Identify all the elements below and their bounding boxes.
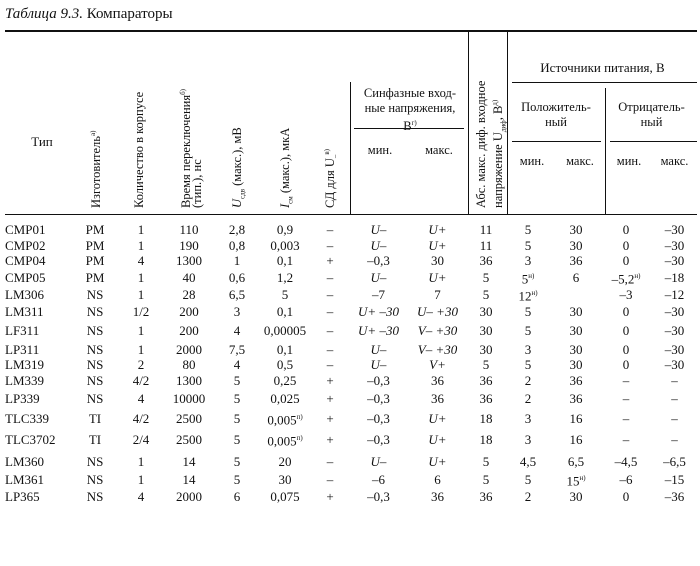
- cell-count: 4/2: [132, 411, 150, 427]
- cell-abs: 11: [479, 237, 493, 253]
- cell-pmin: 5: [524, 322, 532, 338]
- common-mode-left-line: [350, 82, 351, 214]
- cell-time: 40: [182, 269, 196, 285]
- supply-underline: [512, 82, 697, 83]
- header-type: Тип: [31, 134, 53, 149]
- header-offset-voltage: $U_{сдв}$ (макс.), мВ: [230, 127, 247, 208]
- cell-count: 1: [137, 237, 145, 253]
- cell-nmax: –6,5: [663, 453, 686, 469]
- table-row: [5, 388, 697, 410]
- cell-nmin: 0: [622, 253, 630, 268]
- header-common-mode: Синфазные вход- ные напряжения, $В^{г)}$: [363, 86, 457, 134]
- cell-maker: PM: [85, 253, 105, 268]
- cell-count: 1: [137, 222, 145, 237]
- cell-sd: –: [326, 237, 334, 253]
- cell-usm: 1: [233, 253, 241, 268]
- cell-ism: 30: [278, 472, 292, 488]
- cell-time: 110: [179, 222, 199, 237]
- cell-time: 200: [179, 304, 199, 320]
- cell-abs: 36: [479, 488, 493, 504]
- cell-count: 4: [137, 253, 145, 268]
- cell-abs: 30: [479, 322, 493, 338]
- cell-nmin: 0: [622, 488, 630, 504]
- cell-cmax: 36: [431, 391, 444, 407]
- cell-pmax: [552, 286, 600, 304]
- cell-abs: 36: [479, 391, 493, 407]
- cell-ism: $0,005^{п)}$: [267, 433, 303, 449]
- cell-cmax: V+: [429, 357, 446, 373]
- cell-cmax: V– +30: [417, 322, 458, 338]
- cell-abs: 5: [482, 269, 490, 285]
- header-abs-max: Абс. макс. диф. входное: [474, 80, 488, 208]
- cell-time: 200: [179, 322, 199, 338]
- cell-abs: 5: [482, 472, 490, 488]
- cell-nmax: –15: [664, 472, 685, 488]
- cell-nmax: –30: [664, 357, 685, 373]
- cell-pmax: 30: [569, 341, 583, 357]
- cell-ism: 0,1: [276, 304, 294, 320]
- cell-maker: NS: [86, 453, 104, 469]
- cell-cmin: –0,3: [367, 372, 390, 388]
- cell-time: 2500: [176, 432, 202, 448]
- cell-nmin: 0: [622, 237, 630, 253]
- cell-nmax: –: [671, 432, 678, 448]
- cell-type: LM319: [5, 357, 44, 373]
- cell-nmin: 0: [622, 322, 630, 338]
- cell-nmin: –6: [619, 472, 633, 488]
- cell-cmax: U+: [428, 432, 447, 448]
- cell-pmin: 2: [524, 391, 532, 407]
- header-positive: Положитель- ный: [521, 100, 591, 129]
- cell-cmin: U–: [370, 341, 387, 357]
- cell-count: 1/2: [132, 304, 150, 320]
- cell-time: 2000: [176, 488, 202, 504]
- footnote-mark: н): [634, 271, 641, 280]
- cell-cmax: 7: [434, 287, 441, 303]
- cell-usm: 5: [233, 472, 241, 488]
- footnote-mark: н): [531, 289, 538, 298]
- cell-nmin: –: [622, 411, 630, 427]
- cell-pmax: 30: [569, 222, 583, 237]
- cell-cmax: V– +30: [417, 341, 458, 357]
- common-mode-right-line: [468, 32, 469, 214]
- cell-nmax: –36: [664, 488, 685, 504]
- cell-pmax: 6: [572, 269, 580, 285]
- cell-pmin: 4,5: [519, 453, 537, 469]
- cell-cmin: U+ –30: [358, 322, 399, 338]
- cell-type: CMP04: [5, 253, 46, 268]
- table-row: [5, 428, 697, 452]
- header-supply: Источники питания, В: [540, 60, 665, 75]
- cell-nmax: –: [671, 391, 678, 407]
- header-pos-min: мин.: [519, 154, 545, 168]
- table-row: [5, 342, 697, 358]
- cell-time: 1300: [176, 372, 202, 388]
- cell-cmin: –0,3: [367, 391, 390, 407]
- cell-pmin: 3: [524, 432, 532, 448]
- cell-pmin: 5: [524, 237, 532, 253]
- cell-pmax: 16: [569, 411, 583, 427]
- cell-count: 1: [137, 453, 145, 469]
- cell-usm: 4: [233, 322, 241, 338]
- cell-nmin: –: [622, 432, 630, 448]
- cell-pmax: 30: [569, 237, 583, 253]
- cell-nmin: –: [622, 391, 630, 407]
- cell-nmax: –12: [664, 287, 685, 303]
- cell-nmax: –30: [664, 322, 685, 338]
- table-row: [5, 320, 697, 342]
- cell-ism: 0,25: [273, 372, 297, 388]
- cell-count: 4/2: [132, 372, 150, 388]
- header-time: Время переключения$^{б)}$: [179, 89, 194, 208]
- cell-nmax: –18: [664, 269, 685, 285]
- cell-nmax: –: [671, 372, 678, 388]
- cell-nmin: $-5,2^{н)}$: [611, 270, 641, 286]
- cell-usm: 7,5: [228, 341, 246, 357]
- cell-maker: NS: [86, 341, 104, 357]
- cell-sd: –: [326, 472, 334, 488]
- cell-cmin: –6: [372, 472, 385, 488]
- cell-maker: PM: [85, 269, 105, 285]
- cell-sd: –: [326, 322, 334, 338]
- cell-ism: 0,5: [276, 357, 294, 373]
- cell-count: 1: [137, 287, 145, 303]
- cell-cmin: U–: [370, 237, 387, 253]
- header-sd: СД для $U_-^{в)}$: [323, 148, 340, 208]
- cell-cmin: –0,3: [367, 432, 390, 448]
- cell-ism: 0,075: [270, 488, 300, 504]
- cell-sd: –: [326, 304, 334, 320]
- cell-cmin: –0,3: [367, 488, 390, 504]
- cell-pmax: 36: [569, 253, 583, 268]
- cell-pmin: 5: [524, 472, 532, 488]
- cell-type: LP339: [5, 391, 40, 407]
- cell-usm: 5: [233, 453, 241, 469]
- cell-usm: 5: [233, 391, 241, 407]
- cell-usm: 6: [233, 488, 241, 504]
- cell-abs: 5: [482, 357, 490, 373]
- cell-cmin: U–: [370, 453, 387, 469]
- table-row: [5, 286, 697, 304]
- cell-type: LP365: [5, 488, 40, 504]
- cell-cmin: U–: [370, 357, 387, 373]
- cell-usm: 3: [233, 304, 241, 320]
- cell-ism: 0,1: [276, 341, 294, 357]
- table-row: [5, 373, 697, 389]
- cell-cmin: –7: [372, 287, 385, 303]
- cell-usm: 6,5: [228, 287, 246, 303]
- header-bias-current: $I_{см}$ (макс.), мкА: [278, 127, 295, 208]
- table-caption: [5, 6, 173, 23]
- table-row: [5, 222, 697, 238]
- header-bottom-rule: [5, 214, 697, 215]
- cell-pmin: $5^{н)}$: [521, 270, 535, 286]
- header-pos-max: макс.: [566, 154, 594, 168]
- footnote-mark: п): [296, 434, 303, 443]
- cell-maker: NS: [86, 357, 104, 373]
- table-row: [5, 357, 697, 373]
- table-row: [5, 489, 697, 505]
- table-row: [5, 452, 697, 471]
- table-row: [5, 238, 697, 254]
- cell-sd: +: [326, 411, 334, 427]
- cell-type: LP311: [5, 341, 40, 357]
- positive-underline: [512, 141, 601, 142]
- cell-nmin: –3: [619, 287, 633, 303]
- cell-time: 10000: [172, 391, 206, 407]
- cell-type: TLC3702: [5, 432, 56, 448]
- cell-time: 2000: [176, 341, 202, 357]
- cell-usm: 4: [233, 357, 241, 373]
- cell-count: 1: [137, 472, 145, 488]
- cell-ism: 0,003: [270, 237, 300, 253]
- cell-usm: 5: [233, 432, 241, 448]
- cell-pmax: 30: [569, 357, 583, 373]
- cell-maker: PM: [85, 222, 105, 237]
- header-abs-max-2: напряжение $U_{диф}$, $В^{д)}$: [491, 99, 508, 208]
- negative-underline: [610, 141, 697, 142]
- cell-sd: +: [326, 372, 334, 388]
- cell-cmax: U+: [428, 237, 447, 253]
- cell-nmin: 0: [622, 304, 630, 320]
- cell-pmax: $15^{н)}$: [566, 473, 586, 489]
- cell-type: LM311: [5, 304, 44, 320]
- cell-cmax: U+: [428, 453, 447, 469]
- cell-type: LM339: [5, 372, 44, 388]
- cell-sd: –: [326, 341, 334, 357]
- cell-cmax: U+: [428, 411, 447, 427]
- cell-sd: –: [326, 453, 334, 469]
- footnote-mark: н): [579, 473, 586, 482]
- cell-cmax: U– +30: [417, 304, 458, 320]
- cell-count: 1: [137, 322, 145, 338]
- top-rule: [5, 30, 697, 32]
- cell-nmin: 0: [622, 357, 630, 373]
- cell-nmin: –: [622, 372, 630, 388]
- cell-nmax: –30: [664, 341, 685, 357]
- cell-nmin: 0: [622, 341, 630, 357]
- cell-maker: NS: [86, 322, 104, 338]
- cell-nmin: 0: [622, 222, 630, 237]
- cell-ism: 5: [281, 287, 289, 303]
- cell-nmax: –30: [664, 253, 685, 268]
- cell-nmax: –30: [664, 222, 685, 237]
- cell-nmin: –4,5: [614, 453, 638, 469]
- cell-abs: 11: [479, 222, 493, 237]
- footnote-mark: н): [528, 271, 535, 280]
- cell-cmin: U–: [370, 222, 387, 237]
- cell-time: 28: [182, 287, 196, 303]
- header-maker: Изготовитель$^{а)}$: [89, 130, 104, 208]
- cell-time: 14: [182, 453, 196, 469]
- cell-pmax: 36: [569, 391, 583, 407]
- cell-cmin: –0,3: [367, 253, 390, 268]
- cell-pmax: 16: [569, 432, 583, 448]
- cell-maker: NS: [86, 372, 104, 388]
- table-row: [5, 471, 697, 489]
- comparators-table: [5, 222, 697, 504]
- cell-count: 2: [137, 357, 145, 373]
- cell-type: CMP05: [5, 269, 46, 285]
- cell-pmin: 5: [524, 222, 532, 237]
- cell-maker: TI: [88, 432, 102, 448]
- cell-time: 80: [182, 357, 196, 373]
- cell-abs: 30: [479, 304, 493, 320]
- cell-cmax: U+: [428, 269, 447, 285]
- header-count: Количество в корпусе: [132, 91, 146, 208]
- cell-type: LF311: [5, 322, 40, 338]
- cell-count: 2/4: [132, 432, 150, 448]
- cell-pmin: 3: [524, 341, 532, 357]
- cell-abs: 30: [479, 341, 493, 357]
- cell-maker: TI: [88, 411, 102, 427]
- header-negative: Отрицатель- ный: [618, 100, 685, 129]
- cell-cmax: 30: [431, 253, 444, 268]
- cell-pmin: 5: [524, 357, 532, 373]
- cell-sd: –: [326, 222, 334, 237]
- cell-cmin: U+ –30: [358, 304, 399, 320]
- cell-type: CMP02: [5, 237, 46, 253]
- cell-sd: +: [326, 432, 334, 448]
- cell-cmax: 36: [431, 488, 444, 504]
- cell-ism: 0,025: [270, 391, 300, 407]
- cell-sd: +: [326, 391, 334, 407]
- cell-maker: NS: [86, 472, 104, 488]
- cell-maker: NS: [86, 287, 104, 303]
- cell-count: 4: [137, 488, 145, 504]
- cell-pmax: 30: [569, 304, 583, 320]
- cell-time: 2500: [176, 411, 202, 427]
- cell-ism: 1,2: [276, 269, 294, 285]
- table-row: [5, 269, 697, 287]
- cell-usm: 0,8: [228, 237, 246, 253]
- table-row: [5, 253, 697, 269]
- cell-ism: $0,005^{п)}$: [267, 412, 303, 428]
- cell-pmax: 6,5: [567, 453, 585, 469]
- cell-maker: NS: [86, 391, 104, 407]
- cell-maker: NS: [86, 488, 104, 504]
- cell-ism: 20: [278, 453, 292, 469]
- header-common-max: макс.: [425, 143, 453, 157]
- cell-pmax: 36: [569, 372, 583, 388]
- cell-type: LM361: [5, 472, 44, 488]
- cell-maker: NS: [86, 304, 104, 320]
- cell-usm: 5: [233, 411, 241, 427]
- cell-nmax: –30: [664, 304, 685, 320]
- cell-pmin: $12^{н)}$: [518, 288, 538, 304]
- cell-count: 1: [137, 341, 145, 357]
- cell-abs: 18: [479, 432, 493, 448]
- cell-type: TLC339: [5, 411, 50, 427]
- cell-time: 1300: [176, 253, 202, 268]
- cell-nmax: –: [671, 411, 678, 427]
- cell-sd: –: [326, 269, 334, 285]
- cell-pmax: 30: [569, 322, 583, 338]
- cell-pmin: 5: [524, 304, 532, 320]
- cell-cmax: 6: [434, 472, 441, 488]
- cell-ism: 0,9: [276, 222, 294, 237]
- cell-cmax: U+: [428, 222, 447, 237]
- cell-pmin: 3: [524, 253, 532, 268]
- cell-sd: +: [326, 253, 334, 268]
- header-neg-min: мин.: [616, 154, 642, 168]
- cell-count: 4: [137, 391, 145, 407]
- cell-abs: 5: [482, 287, 490, 303]
- cell-sd: –: [326, 287, 334, 303]
- cell-nmax: –30: [664, 237, 685, 253]
- cell-usm: 5: [233, 372, 241, 388]
- cell-time: 190: [179, 237, 199, 253]
- cell-abs: 36: [479, 253, 493, 268]
- table-number: Таблица 9.3.: [5, 6, 83, 22]
- header-common-min: мин.: [367, 143, 393, 157]
- cell-sd: –: [326, 357, 334, 373]
- cell-abs: 5: [482, 453, 490, 469]
- cell-ism: 0,1: [276, 253, 294, 268]
- cell-sd: +: [326, 488, 334, 504]
- table-title: Компараторы: [86, 6, 173, 22]
- cell-type: LM360: [5, 453, 44, 469]
- cell-count: 1: [137, 269, 145, 285]
- cell-ism: 0,00005: [263, 322, 307, 338]
- cell-usm: 0,6: [228, 269, 246, 285]
- footnote-mark: п): [296, 413, 303, 422]
- cell-type: LM306: [5, 287, 44, 303]
- table-row: [5, 304, 697, 320]
- cell-pmin: 2: [524, 372, 532, 388]
- header-time-2: (тип.), нс: [190, 159, 204, 208]
- cell-cmin: U–: [370, 269, 387, 285]
- cell-maker: PM: [85, 237, 105, 253]
- cell-usm: 2,8: [228, 222, 246, 237]
- cell-abs: 36: [479, 372, 493, 388]
- header-neg-max: макс.: [660, 154, 689, 168]
- cell-cmax: 36: [431, 372, 444, 388]
- cell-pmin: 2: [524, 488, 532, 504]
- cell-abs: 18: [479, 411, 493, 427]
- cell-type: CMP01: [5, 222, 46, 237]
- cell-pmin: 3: [524, 411, 532, 427]
- cell-cmin: –0,3: [367, 411, 390, 427]
- cell-time: 14: [182, 472, 196, 488]
- table-row: [5, 410, 697, 428]
- cell-pmax: 30: [569, 488, 583, 504]
